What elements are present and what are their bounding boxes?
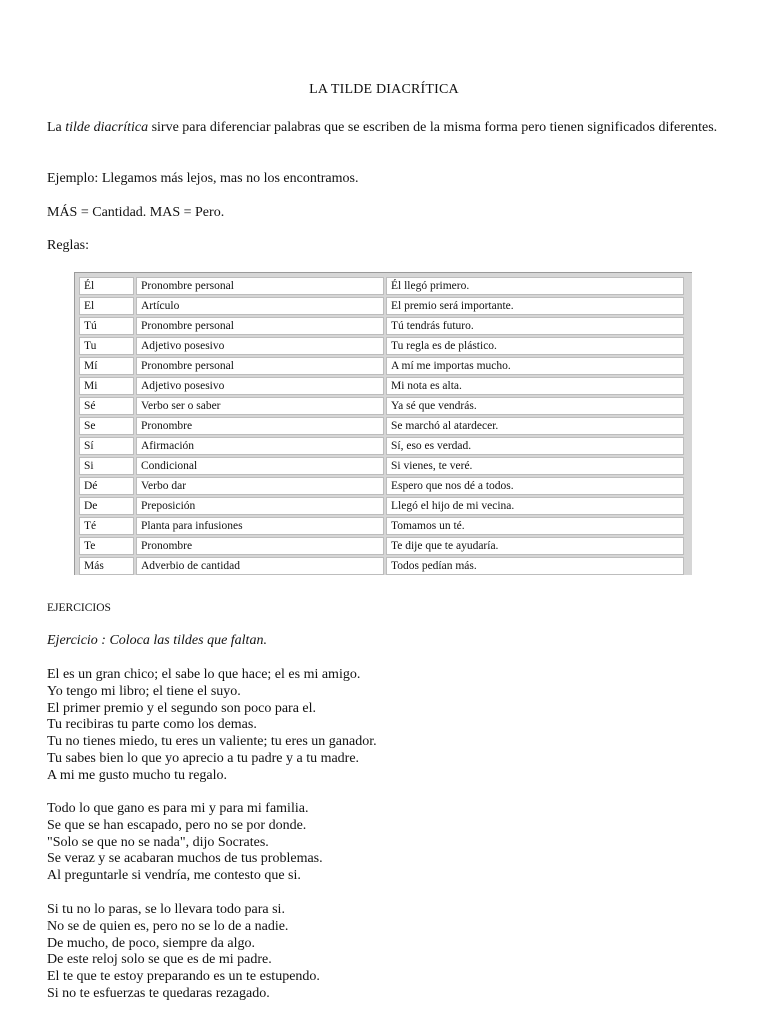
exercise-line: Yo tengo mi libro; el tiene el suyo. — [47, 683, 241, 699]
example-cell: El premio será importante. — [386, 297, 684, 315]
example-cell: Llegó el hijo de mi vecina. — [386, 497, 684, 515]
word-cell: Dé — [79, 477, 134, 495]
exercise-line: "Solo se que no se nada", dijo Socrates. — [47, 834, 269, 850]
word-cell: Mi — [79, 377, 134, 395]
exercise-block-3 — [47, 902, 727, 1003]
example-cell: A mí me importas mucho. — [386, 357, 684, 375]
table-row — [79, 437, 684, 455]
exercise-line: El es un gran chico; el sabe lo que hace; el es mi amigo. — [47, 667, 361, 682]
exercise-line: No se de quien es, pero no se lo de a nadie. — [47, 918, 289, 934]
example-cell: Todos pedían más. — [386, 557, 684, 575]
table-row — [79, 497, 684, 515]
exercise-line: El te que te estoy preparando es un te estupendo. — [47, 969, 320, 985]
intro-before: La — [47, 120, 66, 135]
exercise-title: Ejercicio : Coloca las tildes que faltan. — [47, 633, 267, 648]
document-title: LA TILDE DIACRÍTICA — [309, 82, 459, 97]
exercise-line: Tu recibiras tu parte como los demas. — [47, 717, 257, 733]
word-cell: Tu — [79, 337, 134, 355]
table-row — [79, 277, 684, 295]
exercise-line: Todo lo que gano es para mi y para mi familia. — [47, 801, 309, 816]
exercise-line: Tu sabes bien lo que yo aprecio a tu padre y a tu madre. — [47, 750, 360, 766]
table-row — [79, 417, 684, 435]
example-cell: Tu regla es de plástico. — [386, 337, 684, 355]
example-cell: Espero que nos dé a todos. — [386, 477, 684, 495]
word-cell: Sí — [79, 437, 134, 455]
rules-table — [77, 275, 686, 577]
word-cell: Té — [79, 517, 134, 535]
exercise-line: De mucho, de poco, siempre da algo. — [47, 935, 255, 951]
example-cell: Tú tendrás futuro. — [386, 317, 684, 335]
word-cell: Si — [79, 457, 134, 475]
table-row — [79, 397, 684, 415]
function-cell: Adverbio de cantidad — [136, 557, 384, 575]
example-cell: Ya sé que vendrás. — [386, 397, 684, 415]
table-row — [79, 477, 684, 495]
function-cell: Artículo — [136, 297, 384, 315]
exercise-line: Se que se han escapado, pero no se por donde. — [47, 817, 307, 833]
rules-label: Reglas: — [47, 238, 89, 253]
function-cell: Pronombre — [136, 417, 384, 435]
table-row — [79, 517, 684, 535]
function-cell: Afirmación — [136, 437, 384, 455]
function-cell: Pronombre personal — [136, 277, 384, 295]
word-cell: Sé — [79, 397, 134, 415]
function-cell: Preposición — [136, 497, 384, 515]
function-cell: Condicional — [136, 457, 384, 475]
exercise-line: El primer premio y el segundo son poco para el. — [47, 700, 317, 716]
word-cell: Él — [79, 277, 134, 295]
exercise-line: Tu no tienes miedo, tu eres un valiente; tu eres un ganador. — [47, 734, 377, 750]
example-cell: Él llegó primero. — [386, 277, 684, 295]
example-cell: Te dije que te ayudaría. — [386, 537, 684, 555]
exercise-line: Si no te esfuerzas te quedaras rezagado. — [47, 985, 270, 1001]
exercise-line: De este reloj solo se que es de mi padre. — [47, 952, 272, 968]
function-cell: Planta para infusiones — [136, 517, 384, 535]
exercise-line: Si tu no lo paras, se lo llevara todo para si. — [47, 902, 285, 917]
example-cell: Tomamos un té. — [386, 517, 684, 535]
function-cell: Adjetivo posesivo — [136, 337, 384, 355]
table-row — [79, 317, 684, 335]
table-row — [79, 377, 684, 395]
table-row — [79, 357, 684, 375]
example-cell: Mi nota es alta. — [386, 377, 684, 395]
word-cell: Te — [79, 537, 134, 555]
exercise-line: Al preguntarle si vendría, me contesto que si. — [47, 868, 301, 884]
exercise-block-2 — [47, 801, 727, 885]
table-row — [79, 537, 684, 555]
word-cell: Se — [79, 417, 134, 435]
intro-term: tilde diacrítica — [65, 120, 149, 135]
exercise-line: A mi me gusto mucho tu regalo. — [47, 767, 228, 783]
example-cell: Si vienes, te veré. — [386, 457, 684, 475]
example-cell: Se marchó al atardecer. — [386, 417, 684, 435]
rules-table-frame — [74, 272, 692, 575]
intro-after: sirve para diferenciar palabras que se escriben de la misma forma pero tienen significados diferentes. — [148, 120, 718, 135]
exercise-block-1 — [47, 667, 727, 785]
example-cell: Sí, eso es verdad. — [386, 437, 684, 455]
table-row — [79, 297, 684, 315]
table-row — [79, 457, 684, 475]
function-cell: Verbo dar — [136, 477, 384, 495]
word-cell: Mí — [79, 357, 134, 375]
function-cell: Pronombre personal — [136, 317, 384, 335]
word-cell: El — [79, 297, 134, 315]
example-line: Ejemplo: Llegamos más lejos, mas no los encontramos. — [47, 171, 359, 186]
function-cell: Adjetivo posesivo — [136, 377, 384, 395]
mas-definition-line: MÁS = Cantidad. MAS = Pero. — [47, 205, 225, 220]
function-cell: Verbo ser o saber — [136, 397, 384, 415]
word-cell: Tú — [79, 317, 134, 335]
intro-paragraph — [47, 119, 727, 136]
table-row — [79, 557, 684, 575]
exercises-heading: EJERCICIOS — [47, 602, 111, 614]
exercise-line: Se veraz y se acabaran muchos de tus problemas. — [47, 851, 323, 867]
function-cell: Pronombre personal — [136, 357, 384, 375]
table-row — [79, 337, 684, 355]
word-cell: De — [79, 497, 134, 515]
word-cell: Más — [79, 557, 134, 575]
function-cell: Pronombre — [136, 537, 384, 555]
